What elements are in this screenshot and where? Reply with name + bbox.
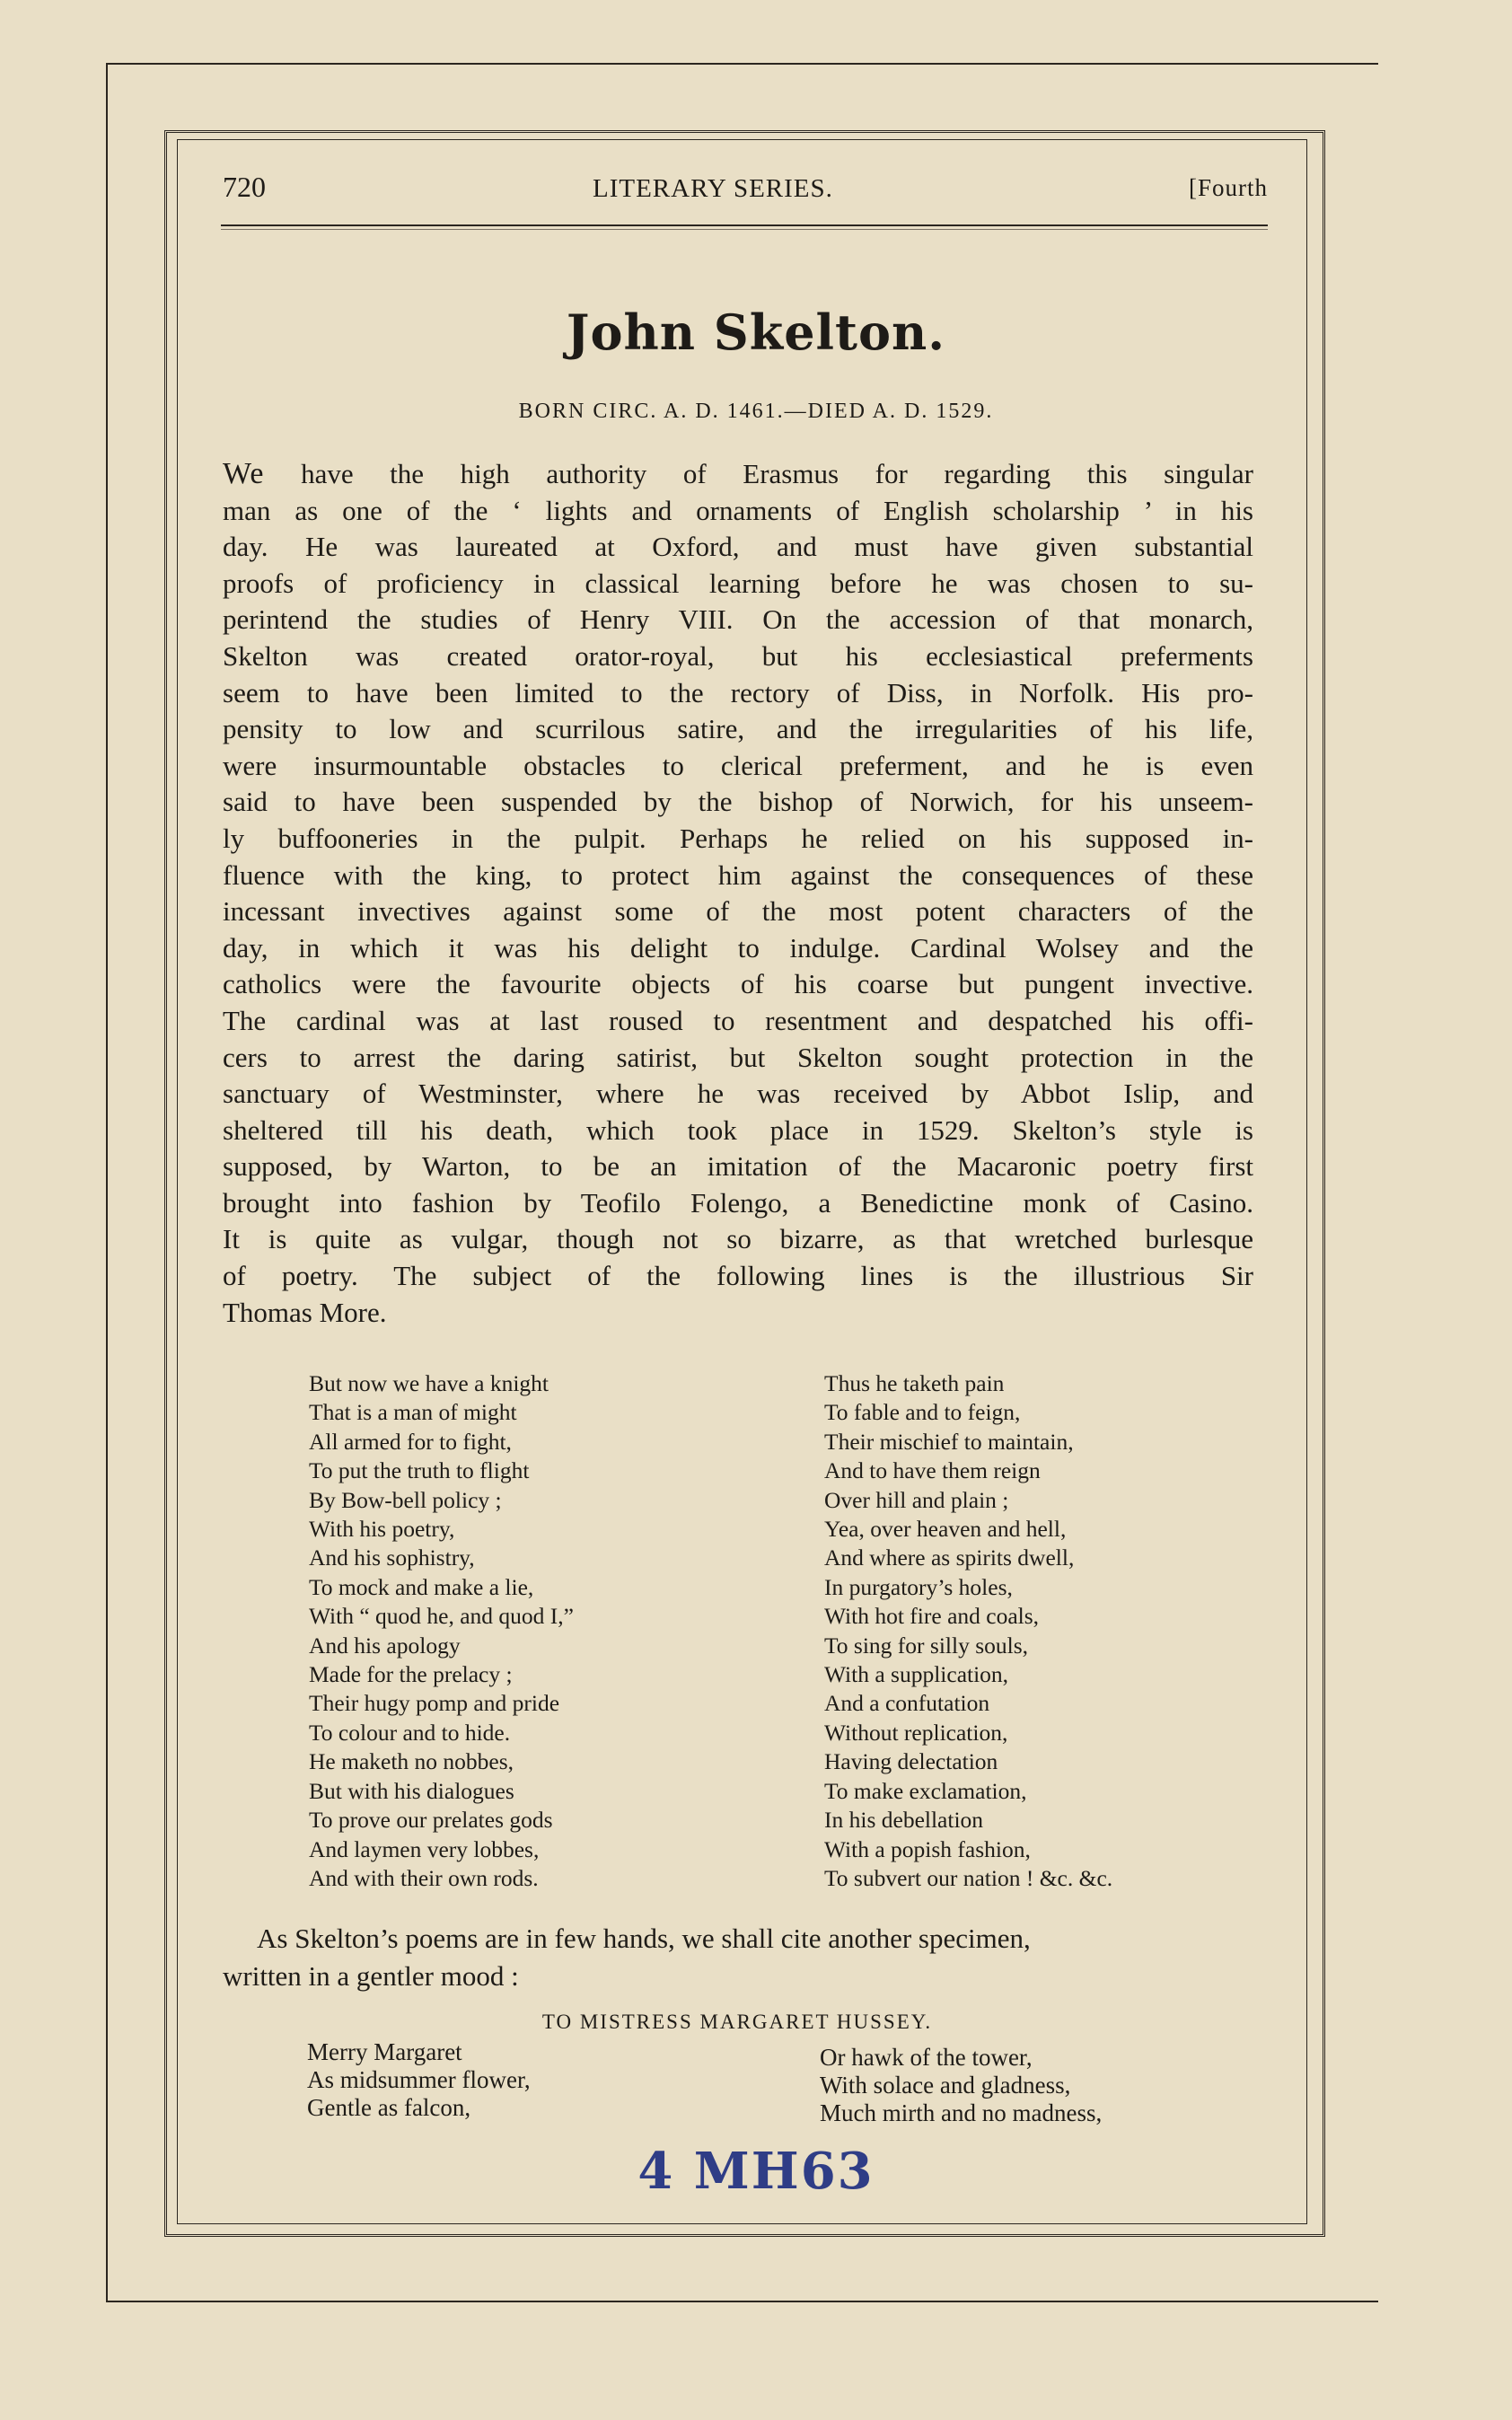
transition-line: As Skelton’s poems are in few hands, we shall cite another specimen, (257, 1923, 1031, 1954)
poem-line: In purgatory’s holes, (824, 1573, 1013, 1600)
running-title: LITERARY SERIES. (593, 174, 833, 203)
poem-line: To subvert our nation ! &c. &c. (824, 1864, 1113, 1891)
poem-line: To prove our prelates gods (309, 1807, 553, 1834)
poem-line: Their mischief to maintain, (824, 1428, 1074, 1455)
poem-line: In his debellation (824, 1807, 984, 1834)
text-line: brought into fashion by Teofilo Folengo, a Benedictine monk of Casino. (223, 1186, 1253, 1219)
text-line: were insurmountable obstacles to clerical preferment, and he is even (223, 749, 1253, 781)
poem-line: And laymen very lobbes, (309, 1835, 540, 1862)
text-line: man as one of the ‘ lights and ornaments of English scholarship ’ in his (223, 494, 1253, 526)
text-line: sanctuary of Westminster, where he was received by Abbot Islip, and (223, 1078, 1253, 1110)
text-line: seem to have been limited to the rectory of Diss, in Norfolk. His pro- (223, 676, 1253, 708)
poem-column-left (309, 1369, 574, 1893)
text-line: Skelton was created orator-royal, but his ecclesiastical preferments (223, 639, 1253, 672)
text-line: ly buffooneries in the pulpit. Perhaps he relied on his supposed in- (223, 822, 1253, 854)
text-line: sheltered till his death, which took place in 1529. Skelton’s style is (223, 1113, 1253, 1146)
poem-heading: TO MISTRESS MARGARET HUSSEY. (541, 2011, 933, 2033)
text-line: pensity to low and scurrilous satire, and the irregularities of his life, (223, 713, 1253, 745)
poem-line: To sing for silly souls, (824, 1632, 1029, 1659)
page-number: 720 (223, 171, 266, 203)
life-dates: BORN CIRC. A. D. 1461.—DIED A. D. 1529. (518, 400, 994, 423)
text-line: day, in which it was his delight to indulge. Cardinal Wolsey and the (223, 931, 1253, 964)
text-line: said to have been suspended by the bishop of Norwich, for his unseem- (223, 786, 1253, 818)
article-title: John Skelton. (566, 304, 946, 361)
poem-line: To put the truth to flight (309, 1457, 530, 1484)
poem-line: By Bow-bell policy ; (309, 1486, 502, 1513)
poem-line: To fable and to feign, (824, 1399, 1021, 1426)
text-line: day. He was laureated at Oxford, and must have given substantial (223, 531, 1253, 563)
poem-line: And his apology (309, 1632, 461, 1659)
poem-line: Yea, over heaven and hell, (824, 1516, 1067, 1543)
section-label: [Fourth (1189, 174, 1268, 201)
poem-line: Over hill and plain ; (824, 1486, 1009, 1513)
header-rule (221, 224, 1268, 226)
transition-line: written in a gentler mood : (223, 1960, 519, 1992)
poem-line: With hot fire and coals, (824, 1603, 1040, 1630)
poem-line: To colour and to hide. (309, 1719, 511, 1746)
poem-line: But with his dialogues (309, 1777, 514, 1804)
text-line: It is quite as vulgar, though not so bizarre, as that wretched burlesque (223, 1223, 1253, 1255)
poem-line: Much mirth and no madness, (820, 2099, 1103, 2126)
poem-line: With a supplication, (824, 1661, 1009, 1688)
text-line: perintend the studies of Henry VIII. On the accession of that monarch, (223, 603, 1253, 636)
poem-line: And a confutation (824, 1690, 990, 1717)
poem2-column-left (307, 2038, 531, 2122)
text-line-rest: have the high authority of Erasmus for regarding this singular (264, 458, 1253, 489)
poem-line: Or hawk of the tower, (820, 2044, 1033, 2071)
poem-line: Without replication, (824, 1719, 1008, 1746)
poem-line: With “ quod he, and quod I,” (309, 1603, 574, 1630)
poem-line: As midsummer flower, (307, 2066, 531, 2093)
poem-line: To make exclamation, (824, 1777, 1027, 1804)
text-line (223, 456, 1253, 493)
poem-line: And with their own rods. (309, 1864, 539, 1891)
poem-line: And his sophistry, (309, 1544, 475, 1571)
poem-line: With solace and gladness, (820, 2072, 1071, 2099)
poem-line: And where as spirits dwell, (824, 1544, 1075, 1571)
poem-line: He maketh no nobbes, (309, 1748, 514, 1775)
transition-text (223, 1920, 1253, 1995)
poem-line: Having delectation (824, 1748, 998, 1775)
text-line: Thomas More. (223, 1296, 387, 1328)
poem-line: That is a man of might (309, 1399, 517, 1426)
drop-cap: We (223, 457, 265, 490)
text-line: of poetry. The subject of the following lines is the illustrious Sir (223, 1260, 1253, 1292)
poem-line: All armed for to fight, (309, 1428, 512, 1455)
header-rule-fine (221, 229, 1268, 230)
poem-line: But now we have a knight (309, 1370, 549, 1396)
text-line: cers to arrest the daring satirist, but Skelton sought protection in the (223, 1041, 1253, 1073)
text-line: fluence with the king, to protect him against the consequences of these (223, 858, 1253, 891)
text-line: proofs of proficiency in classical learning before he was chosen to su- (223, 567, 1253, 599)
text-line: The cardinal was at last roused to resentment and despatched his offi- (223, 1004, 1253, 1036)
text-line: incessant invectives against some of the most potent characters of the (223, 895, 1253, 928)
text-line: catholics were the favourite objects of his coarse but pungent invective. (223, 968, 1253, 1000)
poem-line: Their hugy pomp and pride (309, 1690, 560, 1717)
biography-text (223, 456, 1253, 1331)
poem2-column-right (820, 2044, 1102, 2127)
poem-column-right (824, 1369, 1112, 1893)
library-shelfmark-stamp: 4 MH63 (637, 2142, 875, 2201)
poem-line: Merry Margaret (307, 2038, 462, 2065)
poem-line: Thus he taketh pain (824, 1370, 1005, 1396)
poem-line: To mock and make a lie, (309, 1573, 534, 1600)
text-line: supposed, by Warton, to be an imitation of the Macaronic poetry first (223, 1150, 1253, 1183)
poem-line: With a popish fashion, (824, 1835, 1031, 1862)
page-header (223, 171, 1268, 214)
poem-line: And to have them reign (824, 1457, 1041, 1484)
poem-line: Made for the prelacy ; (309, 1661, 513, 1688)
poem-line: With his poetry, (309, 1516, 455, 1543)
poem-line: Gentle as falcon, (307, 2094, 471, 2121)
